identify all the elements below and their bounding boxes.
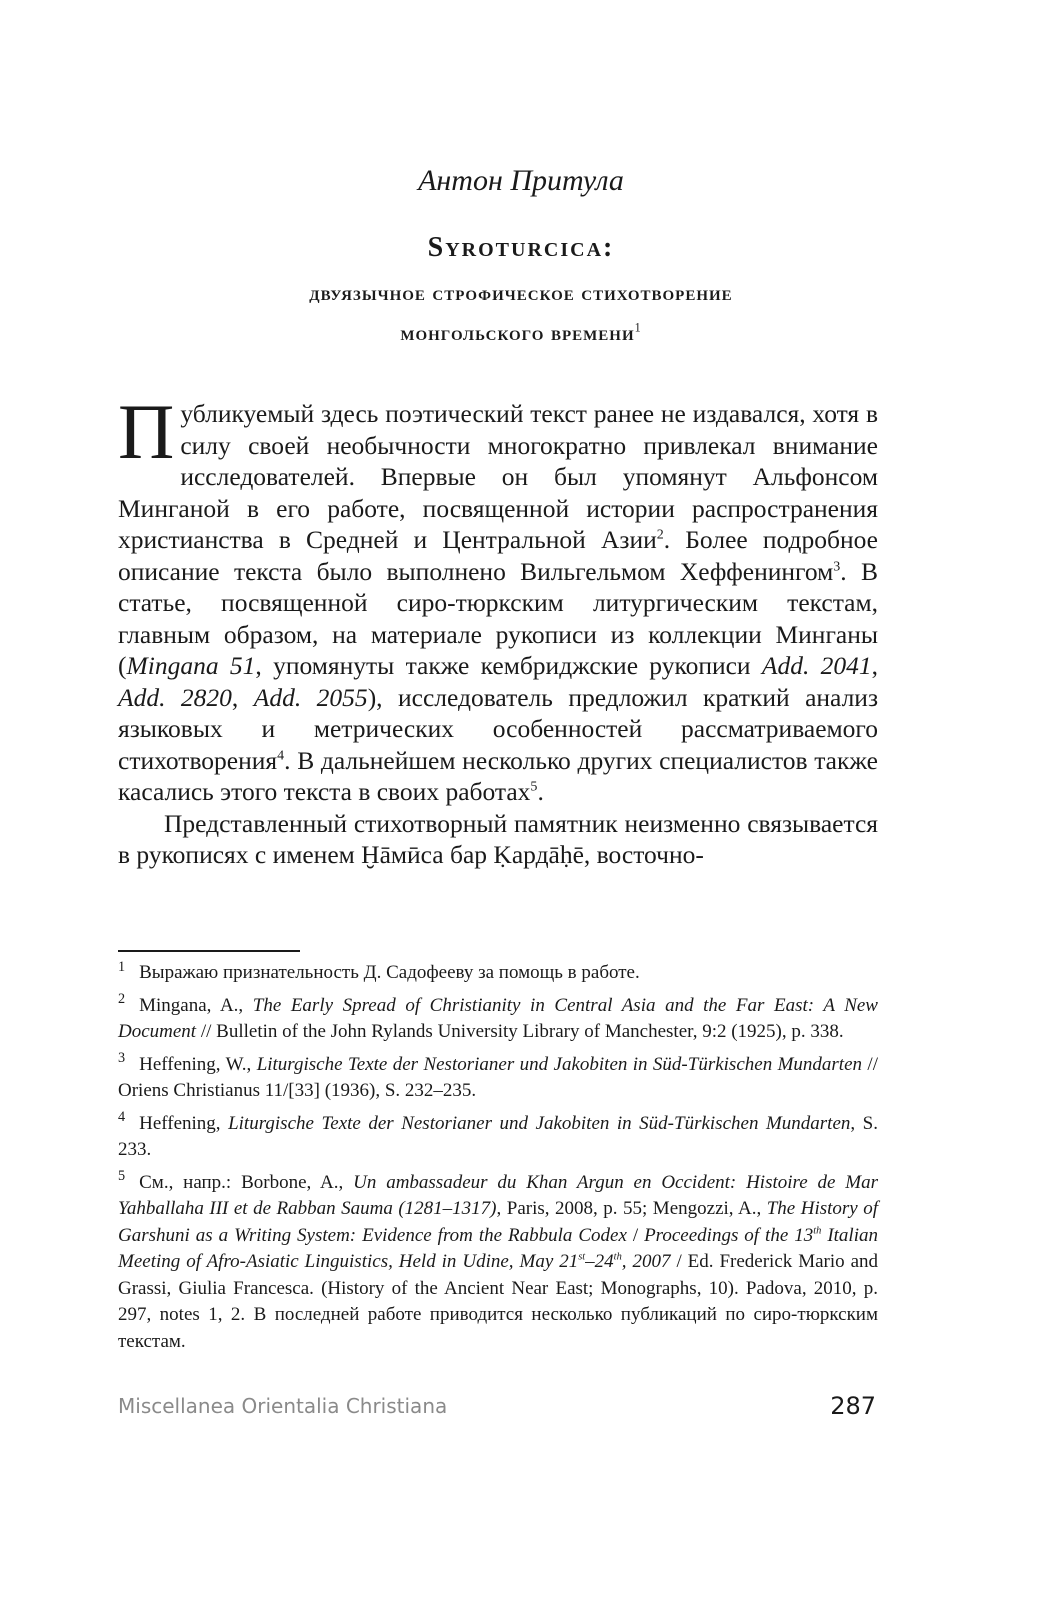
footnote-2: $^2$ Mingana, A., The Early Spread of Christianity in Central Asia and the Far East: A New Document // Bulletin of the John Rylands University Library of Manchester, 9:2 (1925), p. 338. — [118, 991, 878, 1042]
article-subtitle-line-1: двуязычное строфическое стихотворение — [309, 280, 733, 305]
footnote-ref-1[interactable]: 1 — [634, 320, 642, 335]
article-body — [118, 388, 879, 871]
footnote-3: $^3$ Heffening, W., Liturgische Texte der Nestorianer und Jakobiten in Süd-Türkischen Mundarten // Oriens Christianus 11/[33] (1936), S. 232–235. — [118, 1050, 878, 1101]
footnotes — [118, 960, 878, 1361]
footnote-ref-3[interactable]: 3 — [833, 559, 841, 574]
footnote-ref-5[interactable]: 5 — [530, 779, 538, 795]
footnote-5: $^5$ См., напр.: Borbone, A., Un ambassadeur du Khan Argun en Occident: Histoire de Mar Yahballaha III et de Rabban Sauma (1281–1317), Paris, 2008, p. 55; Mengozzi, A., The History of Garshuni as a Writing System: Evidence from the Rabbula Codex / Proceedings of the 13th Italian Meeting of Afro-Asiatic Linguistics, Held in Udine, May 21st–24th, 2007 / Ed. Frederick Mario and Grassi, Giulia Francesca. (History of the Ancient Near East; Monographs, 10). Padova, 2010, p. 297, notes 1, 2. В последней работе приводится несколько публикаций по сиро-тюркским текстам. — [118, 1168, 879, 1352]
footnote-ref-4[interactable]: 4 — [277, 748, 285, 763]
footnote-divider — [118, 950, 300, 952]
article-subtitle-line-2: монгольского времени$^1$ — [400, 320, 642, 345]
footnote-1: $^1$ Выражаю признательность Д. Садофееву за помощь в работе. — [118, 958, 640, 983]
footnote-4: $^4$ Heffening, Liturgische Texte der Nestorianer und Jakobiten in Süd-Türkischen Mundarten, S. 233. — [118, 1109, 878, 1160]
paragraph-1: Публикуемый здесь поэтический текст ранее не издавался, хотя в силу своей необычности многократно привлекал внимание исследователей. Впервые он был упомянут Альфонсом Минганой в его работе, посвященной истории распространения христианства в Средней и Центральной Азии$^2$. Более подробное описание текста было выполнено Вильгельмом Хеффенингом$^3$. В статье, посвященной сиро-тюркским литургическим текстам, главным образом, на материале рукописи из коллекции Минганы (Mingana 51, упомянуты также кембриджские рукописи Add. 2041, Add. 2820, Add. 2055), исследователь предложил краткий анализ языковых и метрических особенностей рассматриваемого стихотворения$^4$. В дальнейшем несколько других специалистов также касались этого текста в своих работах$^5$. — [118, 388, 879, 806]
article-title: Syroturcica: — [427, 232, 615, 263]
author-name: Антон Притула — [418, 164, 624, 197]
drop-cap: П — [118, 388, 175, 475]
journal-name: Miscellanea Orientalia Christiana — [118, 1394, 448, 1418]
footnote-ref-2[interactable]: 2 — [656, 527, 664, 543]
page-number: 287 — [830, 1392, 876, 1420]
paragraph-2: Представленный стихотворный памятник неизменно связывается в рукописях с именем Ḫāмӣса бар Ḳардāḥē, восточно- — [118, 808, 878, 869]
